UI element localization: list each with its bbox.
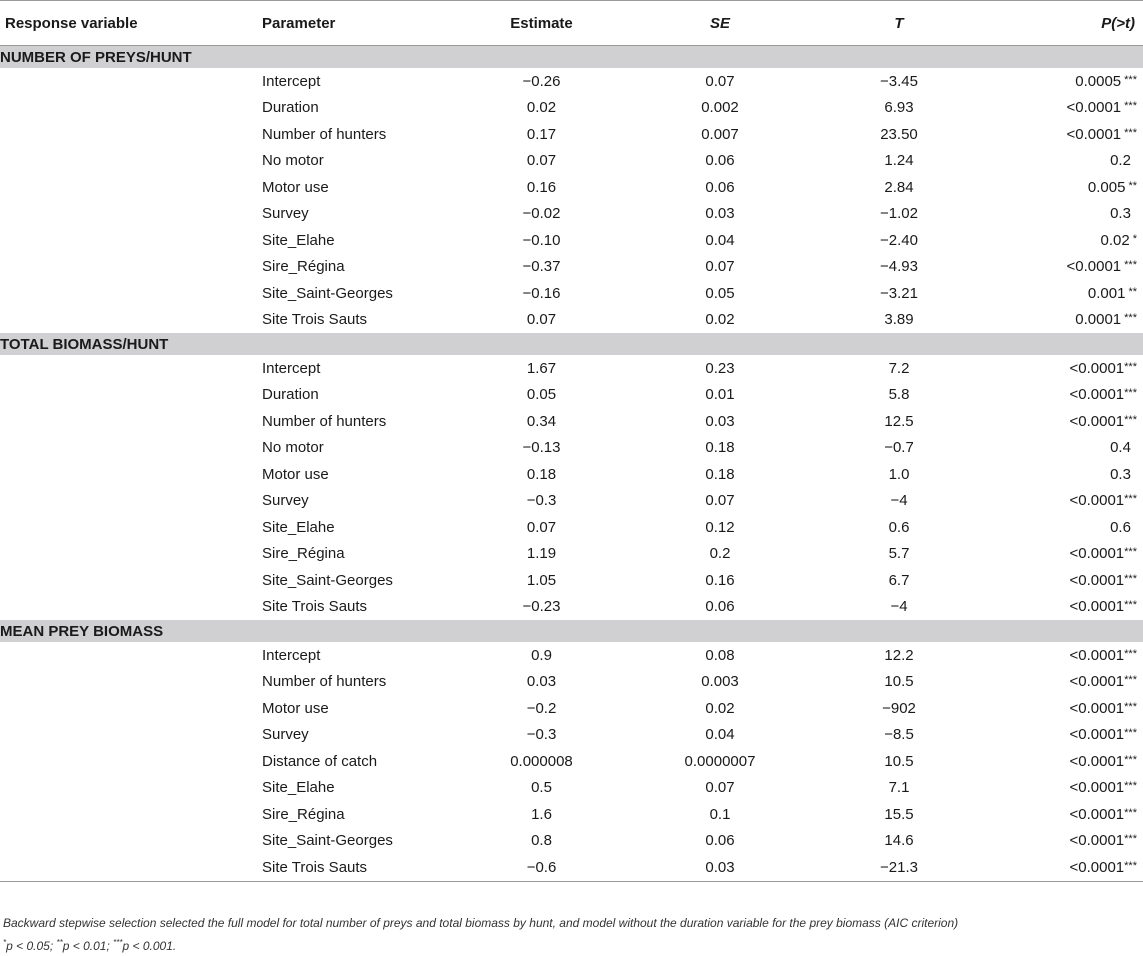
- estimate-cell: 1.67: [526, 359, 557, 377]
- table-row: [0, 435, 1143, 462]
- se-cell: 0.06: [705, 598, 735, 616]
- t-cell: −1.02: [880, 205, 918, 223]
- significance-stars: ***: [1124, 859, 1137, 872]
- estimate-cell: −0.37: [522, 258, 561, 276]
- parameter-cell: Motor use: [262, 465, 329, 483]
- estimate-cell: −0.26: [522, 72, 561, 90]
- response-cell: [0, 254, 258, 281]
- significance-stars: ***: [1124, 780, 1137, 793]
- estimate-cell: −0.13: [522, 439, 561, 457]
- se-cell: 0.04: [705, 726, 735, 744]
- estimate-cell: 0.17: [526, 125, 557, 143]
- se-cell: 0.04: [705, 231, 735, 249]
- t-cell: 12.5: [884, 412, 914, 430]
- p-value-cell: [993, 642, 1143, 669]
- parameter-cell: No motor: [262, 439, 324, 457]
- parameter-cell: Distance of catch: [262, 752, 378, 770]
- p-value-cell: [993, 254, 1143, 281]
- table-row: [0, 254, 1143, 281]
- significance-stars: ***: [1124, 753, 1137, 766]
- estimate-cell: −0.16: [522, 284, 561, 302]
- significance-stars: ***: [1124, 259, 1137, 272]
- p-value-cell: [993, 541, 1143, 568]
- table-row: [0, 669, 1143, 696]
- parameter-cell: Site_Elahe: [262, 779, 335, 797]
- sig-text: p < 0.001.: [122, 939, 177, 953]
- table-row: [0, 307, 1143, 334]
- se-cell: 0.07: [705, 779, 735, 797]
- se-cell: 0.002: [701, 99, 739, 117]
- significance-stars: ***: [1124, 387, 1137, 400]
- significance-stars: ***: [1124, 727, 1137, 740]
- table-row: [0, 174, 1143, 201]
- table-row: [0, 801, 1143, 828]
- significance-stars: ***: [1124, 100, 1137, 113]
- t-cell: −2.40: [880, 231, 918, 249]
- se-cell: 0.007: [701, 125, 739, 143]
- p-value: <0.0001: [1066, 258, 1122, 276]
- parameter-cell: Motor use: [262, 178, 329, 196]
- p-value-cell: [993, 801, 1143, 828]
- parameter-cell: Sire_Régina: [262, 545, 345, 563]
- header-estimate: Estimate: [448, 1, 635, 46]
- estimate-cell: −0.6: [448, 854, 635, 881]
- table-row: [0, 461, 1143, 488]
- se-cell: 0.07: [705, 72, 735, 90]
- p-value: <0.0001: [1069, 832, 1125, 850]
- t-cell: 6.7: [888, 571, 910, 589]
- t-cell: 0.6: [888, 518, 910, 536]
- table-row: [0, 408, 1143, 435]
- p-value: 0.2: [1110, 152, 1131, 170]
- parameter-cell: Site Trois Sauts: [262, 311, 368, 329]
- response-cell: [0, 280, 258, 307]
- significance-stars: ***: [1124, 572, 1137, 585]
- table-footnote: [3, 914, 1141, 956]
- header-parameter: Parameter: [258, 1, 448, 46]
- parameter-cell: Intercept: [262, 359, 321, 377]
- parameter-cell: Intercept: [262, 72, 321, 90]
- response-cell: [0, 594, 258, 621]
- p-value: 0.0001: [1075, 311, 1122, 329]
- response-cell: [0, 854, 258, 881]
- section-row: [0, 46, 1143, 69]
- table-row: [0, 355, 1143, 382]
- p-value: 0.3: [1110, 465, 1131, 483]
- se-cell: 0.23: [705, 359, 735, 377]
- p-value-cell: [993, 514, 1143, 541]
- table-row: [0, 280, 1143, 307]
- significance-stars: ***: [1124, 73, 1137, 86]
- parameter-cell: Duration: [262, 386, 319, 404]
- table-body: [0, 46, 1143, 882]
- table-row: [0, 642, 1143, 669]
- se-cell: 0.18: [705, 439, 735, 457]
- p-value: <0.0001: [1069, 673, 1125, 691]
- significance-stars: ***: [1124, 546, 1137, 559]
- sig-stars: **: [56, 938, 63, 947]
- parameter-cell: Site_Saint-Georges: [262, 284, 393, 302]
- p-value-cell: [993, 435, 1143, 462]
- estimate-cell: 0.16: [526, 178, 557, 196]
- se-cell: 0.003: [701, 673, 739, 691]
- header-row: [0, 1, 1143, 46]
- p-value: 0.3: [1110, 205, 1131, 223]
- p-value: <0.0001: [1069, 699, 1125, 717]
- table-row: [0, 95, 1143, 122]
- table-row: [0, 488, 1143, 515]
- estimate-cell: 0.34: [526, 412, 557, 430]
- footnote-text: Backward stepwise selection selected the full model for total number of preys and total biomass by hunt, and model without the duration variable for the prey biomass (AIC criterion): [3, 916, 959, 930]
- se-cell: 0.2: [709, 545, 731, 563]
- p-value-cell: [993, 227, 1143, 254]
- p-value: <0.0001: [1069, 779, 1125, 797]
- table-row: [0, 68, 1143, 95]
- se-cell: 0.18: [705, 465, 735, 483]
- significance-stars: ***: [1124, 312, 1137, 325]
- t-cell: 12.2: [884, 646, 914, 664]
- p-value: 0.6: [1110, 518, 1131, 536]
- parameter-cell: Motor use: [262, 699, 329, 717]
- response-cell: [0, 227, 258, 254]
- t-cell: 5.7: [888, 545, 910, 563]
- p-value-cell: [993, 775, 1143, 802]
- header-t: T: [805, 1, 993, 46]
- estimate-cell: 0.05: [526, 386, 557, 404]
- p-value-cell: [993, 148, 1143, 175]
- estimate-cell: 0.9: [531, 646, 552, 664]
- table-row: [0, 748, 1143, 775]
- estimate-cell: 0.000008: [510, 752, 573, 770]
- response-cell: [0, 307, 258, 334]
- table-row: [0, 854, 1143, 881]
- significance-stars: ***: [1124, 126, 1137, 139]
- p-value: <0.0001: [1069, 545, 1125, 563]
- t-cell: 7.1: [888, 779, 910, 797]
- se-cell: 0.03: [635, 854, 805, 881]
- t-cell: 23.50: [880, 125, 918, 143]
- p-value-cell: [993, 828, 1143, 855]
- estimate-cell: 0.07: [526, 311, 557, 329]
- p-value-cell: [993, 567, 1143, 594]
- t-cell: 10.5: [884, 673, 914, 691]
- p-value-cell: [993, 121, 1143, 148]
- parameter-cell: Site_Saint-Georges: [262, 832, 393, 850]
- p-value: <0.0001: [1069, 805, 1125, 823]
- parameter-cell: Site Trois Sauts: [258, 854, 448, 881]
- significance-stars: **: [1128, 179, 1137, 192]
- se-cell: 0.16: [705, 571, 735, 589]
- p-value: <0.0001: [1069, 858, 1125, 876]
- p-value-cell: [993, 695, 1143, 722]
- t-cell: −0.7: [884, 439, 914, 457]
- p-value-cell: [993, 722, 1143, 749]
- p-value: 0.001: [1087, 284, 1126, 302]
- p-value: <0.0001: [1069, 646, 1125, 664]
- t-cell: 10.5: [884, 752, 914, 770]
- se-cell: 0.06: [705, 178, 735, 196]
- response-cell: [0, 775, 258, 802]
- se-cell: 0.03: [705, 412, 735, 430]
- p-value-cell: [993, 382, 1143, 409]
- estimate-cell: 0.07: [526, 152, 557, 170]
- se-cell: 0.07: [705, 258, 735, 276]
- response-cell: [0, 514, 258, 541]
- table-row: [0, 722, 1143, 749]
- p-value-cell: [993, 488, 1143, 515]
- p-value-cell: [993, 95, 1143, 122]
- header-response-variable: Response variable: [0, 1, 258, 46]
- se-cell: 0.02: [705, 311, 735, 329]
- p-value: 0.0005: [1075, 72, 1122, 90]
- parameter-cell: Number of hunters: [262, 673, 387, 691]
- estimate-cell: −0.2: [526, 699, 557, 717]
- t-cell: 1.24: [884, 152, 914, 170]
- sig-stars: ***: [113, 938, 123, 947]
- response-cell: [0, 435, 258, 462]
- p-value-cell: [993, 68, 1143, 95]
- response-cell: [0, 748, 258, 775]
- se-cell: 0.06: [705, 832, 735, 850]
- table-row: [0, 594, 1143, 621]
- response-cell: [0, 355, 258, 382]
- parameter-cell: Site_Elahe: [262, 518, 335, 536]
- t-cell: −4: [890, 598, 908, 616]
- response-cell: [0, 567, 258, 594]
- significance-stars: ***: [1124, 413, 1137, 426]
- significance-stars: ***: [1124, 647, 1137, 660]
- significance-legend: [3, 933, 1141, 956]
- estimate-cell: 0.03: [526, 673, 557, 691]
- response-cell: [0, 722, 258, 749]
- estimate-cell: −0.3: [526, 726, 557, 744]
- p-value: <0.0001: [1069, 571, 1125, 589]
- estimate-cell: 0.07: [526, 518, 557, 536]
- p-value-cell: [993, 748, 1143, 775]
- response-cell: [0, 68, 258, 95]
- estimate-cell: −0.3: [526, 492, 557, 510]
- parameter-cell: Sire_Régina: [262, 258, 345, 276]
- estimate-cell: 0.8: [531, 832, 552, 850]
- response-cell: [0, 121, 258, 148]
- table-row: [0, 514, 1143, 541]
- header-p: P(>t): [993, 1, 1143, 46]
- response-cell: [0, 669, 258, 696]
- se-cell: 0.07: [705, 492, 735, 510]
- se-cell: 0.03: [705, 205, 735, 223]
- table-row: [0, 227, 1143, 254]
- t-cell: 14.6: [884, 832, 914, 850]
- response-cell: [0, 461, 258, 488]
- section-title: NUMBER OF PREYS/HUNT: [0, 46, 1143, 69]
- response-cell: [0, 801, 258, 828]
- t-cell: −3.45: [880, 72, 918, 90]
- p-value-cell: [993, 307, 1143, 334]
- p-value: <0.0001: [1069, 492, 1125, 510]
- p-value-cell: [993, 669, 1143, 696]
- significance-stars: *: [1132, 232, 1137, 245]
- header-se: SE: [635, 1, 805, 46]
- estimate-cell: −0.02: [522, 205, 561, 223]
- se-cell: 0.06: [705, 152, 735, 170]
- p-value-cell: [993, 461, 1143, 488]
- t-cell: 7.2: [888, 359, 910, 377]
- parameter-cell: Site_Elahe: [262, 231, 335, 249]
- table-row: [0, 828, 1143, 855]
- p-value: <0.0001: [1069, 726, 1125, 744]
- table-row: [0, 567, 1143, 594]
- significance-stars: ***: [1124, 493, 1137, 506]
- response-cell: [0, 541, 258, 568]
- sig-text: p < 0.05;: [6, 939, 54, 953]
- significance-stars: ***: [1124, 674, 1137, 687]
- parameter-cell: Sire_Régina: [262, 805, 345, 823]
- p-value: <0.0001: [1069, 359, 1125, 377]
- t-cell: −3.21: [880, 284, 918, 302]
- se-cell: 0.1: [709, 805, 731, 823]
- p-value: 0.005: [1087, 178, 1126, 196]
- section-row: [0, 333, 1143, 355]
- estimate-cell: −0.10: [522, 231, 561, 249]
- t-cell: 6.93: [884, 99, 914, 117]
- se-cell: 0.02: [705, 699, 735, 717]
- t-cell: −4: [890, 492, 908, 510]
- p-value: <0.0001: [1066, 99, 1122, 117]
- significance-stars: **: [1128, 285, 1137, 298]
- response-cell: [0, 695, 258, 722]
- estimate-cell: 0.18: [526, 465, 557, 483]
- t-cell: 2.84: [884, 178, 914, 196]
- t-cell: 15.5: [884, 805, 914, 823]
- se-cell: 0.08: [705, 646, 735, 664]
- section-row: [0, 620, 1143, 642]
- significance-stars: ***: [1124, 599, 1137, 612]
- estimate-cell: 1.05: [526, 571, 557, 589]
- estimate-cell: −0.23: [522, 598, 561, 616]
- significance-stars: ***: [1124, 700, 1137, 713]
- response-cell: [0, 174, 258, 201]
- p-value: <0.0001: [1066, 125, 1122, 143]
- t-cell: 3.89: [884, 311, 914, 329]
- estimate-cell: 0.5: [531, 779, 552, 797]
- t-cell: −21.3: [805, 854, 993, 881]
- table-row: [0, 541, 1143, 568]
- table-row: [0, 148, 1143, 175]
- p-value-cell: [993, 408, 1143, 435]
- se-cell: 0.05: [705, 284, 735, 302]
- t-cell: −902: [882, 699, 916, 717]
- p-value-cell: [993, 854, 1143, 881]
- p-value-cell: [993, 280, 1143, 307]
- table-row: [0, 775, 1143, 802]
- parameter-cell: Intercept: [262, 646, 321, 664]
- response-cell: [0, 148, 258, 175]
- response-cell: [0, 828, 258, 855]
- p-value-cell: [993, 174, 1143, 201]
- sig-text: p < 0.01;: [62, 939, 110, 953]
- parameter-cell: Survey: [262, 205, 309, 223]
- table-row: [0, 201, 1143, 228]
- estimate-cell: 0.02: [526, 99, 557, 117]
- response-cell: [0, 382, 258, 409]
- significance-stars: ***: [1124, 806, 1137, 819]
- parameter-cell: Site_Saint-Georges: [262, 571, 393, 589]
- table-row: [0, 121, 1143, 148]
- p-value: <0.0001: [1069, 412, 1125, 430]
- section-title: MEAN PREY BIOMASS: [0, 620, 1143, 642]
- t-cell: 5.8: [888, 386, 910, 404]
- response-cell: [0, 642, 258, 669]
- p-value-cell: [993, 355, 1143, 382]
- se-cell: 0.0000007: [684, 752, 756, 770]
- estimate-cell: 1.19: [526, 545, 557, 563]
- section-title: TOTAL BIOMASS/HUNT: [0, 333, 1143, 355]
- significance-stars: ***: [1124, 833, 1137, 846]
- parameter-cell: No motor: [262, 152, 324, 170]
- response-cell: [0, 95, 258, 122]
- significance-stars: ***: [1124, 360, 1137, 373]
- parameter-cell: Survey: [262, 726, 309, 744]
- p-value: <0.0001: [1069, 386, 1125, 404]
- t-cell: −4.93: [880, 258, 918, 276]
- p-value: 0.02: [1100, 231, 1130, 249]
- response-cell: [0, 488, 258, 515]
- p-value: <0.0001: [1069, 598, 1125, 616]
- t-cell: 1.0: [888, 465, 910, 483]
- response-cell: [0, 201, 258, 228]
- se-cell: 0.12: [705, 518, 735, 536]
- p-value: <0.0001: [1069, 752, 1125, 770]
- p-value-cell: [993, 594, 1143, 621]
- p-value: 0.4: [1110, 439, 1131, 457]
- parameter-cell: Site Trois Sauts: [262, 598, 368, 616]
- response-cell: [0, 408, 258, 435]
- table-row: [0, 382, 1143, 409]
- parameter-cell: Number of hunters: [262, 412, 387, 430]
- sig-stars: *: [3, 938, 7, 947]
- parameter-cell: Survey: [262, 492, 309, 510]
- t-cell: −8.5: [884, 726, 914, 744]
- table-row: [0, 695, 1143, 722]
- p-value-cell: [993, 201, 1143, 228]
- se-cell: 0.01: [705, 386, 735, 404]
- parameter-cell: Number of hunters: [262, 125, 387, 143]
- estimate-cell: 1.6: [531, 805, 552, 823]
- parameter-cell: Duration: [262, 99, 319, 117]
